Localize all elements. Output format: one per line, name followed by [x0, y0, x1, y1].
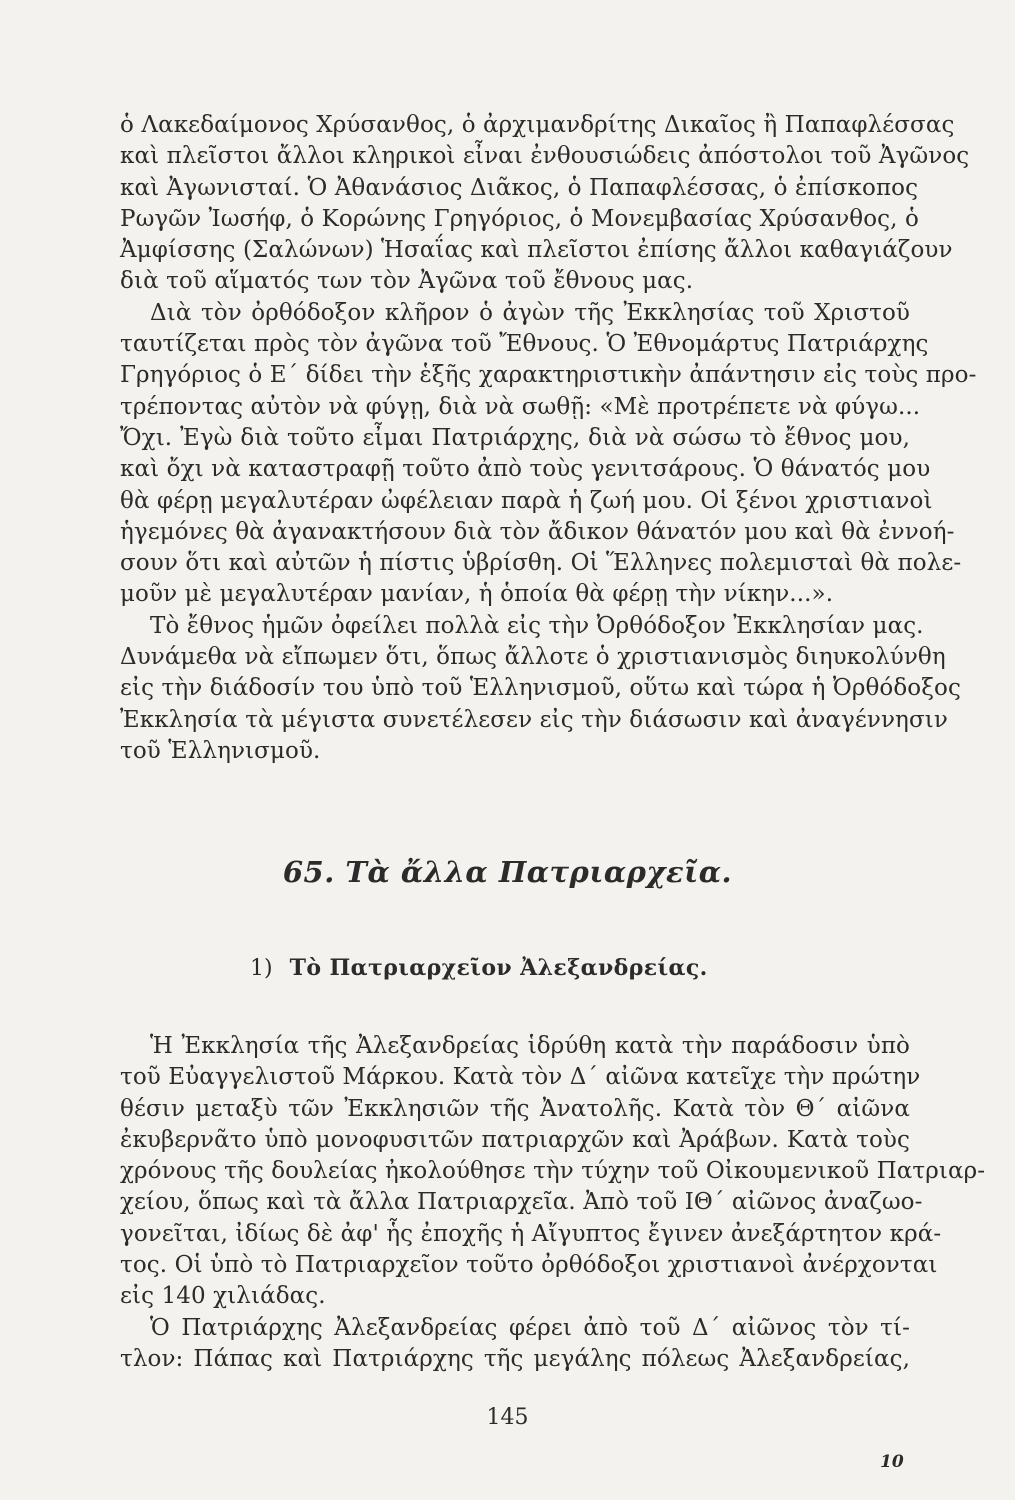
text-line: ἐκυβερνᾶτο ὑπὸ μονοφυσιτῶν πατριαρχῶν καὶ Ἀράβων. Κατὰ τοὺς [120, 1126, 910, 1153]
text-line: εἰς 140 χιλιάδας. [120, 1283, 326, 1310]
text-line: τλον: Πάπας καὶ Πατριάρχης τῆς μεγάλης πόλεως Ἀλεξανδρείας, [120, 1345, 910, 1372]
text-line: Ἀμφίσσης (Σαλώνων) Ἡσαΐας καὶ πλεῖστοι ἐπίσης ἄλλοι καθαγιάζουν [120, 237, 953, 264]
text-line: Ἡ Ἐκκλησία τῆς Ἀλεξανδρείας ἱδρύθη κατὰ τὴν παράδοσιν ὑπὸ [150, 1033, 910, 1059]
text-line: χείου, ὅπως καὶ τὰ ἄλλα Πατριαρχεῖα. Ἀπὸ τοῦ ΙΘ΄ αἰῶνος ἀναζωο- [120, 1189, 923, 1216]
text-line: Ρωγῶν Ἰωσήφ, ὁ Κορώνης Γρηγόριος, ὁ Μονεμβασίας Χρύσανθος, ὁ [120, 205, 919, 232]
text-line: χρόνους τῆς δουλείας ἠκολούθησε τὴν τύχην τοῦ Οἰκουμενικοῦ Πατριαρ- [120, 1158, 986, 1185]
signature-mark: 10 [880, 1452, 904, 1472]
text-line: ὁ Λακεδαίμονος Χρύσανθος, ὁ ἀρχιμανδρίτης Δικαῖος ἢ Παπαφλέσσας [120, 112, 955, 138]
text-line: θέσιν μεταξὺ τῶν Ἐκκλησιῶν τῆς Ἀνατολῆς. Κατὰ τὸν Θ΄ αἰῶνα [120, 1095, 910, 1122]
text-line: Ὄχι. Ἐγὼ διὰ τοῦτο εἶμαι Πατριάρχης, διὰ νὰ σώσω τὸ ἔθνος μου, [120, 424, 910, 451]
text-line: Δυνάμεθα νὰ εἴπωμεν ὅτι, ὅπως ἄλλοτε ὁ χριστιανισμὸς διηυκολύνθη [120, 644, 946, 671]
text-line: καὶ ὄχι νὰ καταστραφῇ τοῦτο ἀπὸ τοὺς γενιτσάρους. Ὁ θάνατός μου [120, 456, 931, 483]
text-line: Ἐκκλησία τὰ μέγιστα συνετέλεσεν εἰς τὴν διάσωσιν καὶ ἀναγέννησιν [120, 706, 948, 733]
text-line: διὰ τοῦ αἵματός των τὸν Ἀγῶνα τοῦ ἔθνους μας. [120, 268, 694, 295]
text-line: Διὰ τὸν ὀρθόδοξον κλῆρον ὁ ἀγὼν τῆς Ἐκκλησίας τοῦ Χριστοῦ [150, 299, 910, 326]
paragraph-block-upper [120, 110, 977, 767]
text-line: καὶ Ἀγωνισταί. Ὁ Ἀθανάσιος Διᾶκος, ὁ Παπαφλέσσας, ὁ ἐπίσκοπος [120, 174, 919, 201]
text-line: Ὁ Πατριάρχης Ἀλεξανδρείας φέρει ἀπὸ τοῦ Δ΄ αἰῶνος τὸν τί- [150, 1314, 910, 1341]
section-heading: 65. Τὰ ἄλλα Πατριαρχεῖα. [282, 855, 733, 889]
subsection-title: Τὸ Πατριαρχεῖον Ἀλεξανδρείας. [289, 955, 708, 981]
text-line: τος. Οἱ ὑπὸ τὸ Πατριαρχεῖον τοῦτο ὀρθόδοξοι χριστιανοὶ ἀνέρχονται [120, 1252, 938, 1279]
text-line: Τὸ ἔθνος ἡμῶν ὀφείλει πολλὰ εἰς τὴν Ὀρθόδοξον Ἐκκλησίαν μας. [150, 612, 924, 639]
text-line: εἰς τὴν διάδοσίν του ὑπὸ τοῦ Ἑλληνισμοῦ, οὕτω καὶ τώρα ἡ Ὀρθόδοξος [120, 675, 961, 702]
text-line: τοῦ Εὐαγγελιστοῦ Μάρκου. Κατὰ τὸν Δ΄ αἰῶνα κατεῖχε τὴν πρώτην [120, 1064, 921, 1091]
text-line: θὰ φέρῃ μεγαλυτέραν ὠφέλειαν παρὰ ἡ ζωή μου. Οἱ ξένοι χριστιανοὶ [120, 487, 933, 514]
paragraph-block-lower [120, 1031, 986, 1375]
text-line: γονεῖται, ἰδίως δὲ ἀφ' ἧς ἐποχῆς ἡ Αἴγυπτος ἔγινεν ἀνεξάρτητον κρά- [120, 1220, 942, 1247]
text-line: ταυτίζεται πρὸς τὸν ἀγῶνα τοῦ Ἔθνους. Ὁ Ἐθνομάρτυς Πατριάρχης [120, 331, 929, 358]
text-line: μοῦν μὲ μεγαλυτέραν μανίαν, ἡ ὁποία θὰ φέρῃ τὴν νίκην...». [120, 581, 834, 608]
text-line: τρέποντας αὐτὸν νὰ φύγῃ, διὰ νὰ σωθῇ: «Μὲ προτρέπετε νὰ φύγω... [120, 393, 921, 420]
subsection-heading [250, 955, 708, 981]
text-line: Γρηγόριος ὁ Ε΄ δίδει τὴν ἑξῆς χαρακτηριστικὴν ἀπάντησιν εἰς τοὺς προ- [120, 362, 977, 389]
subsection-number: 1) [250, 956, 273, 981]
text-line: τοῦ Ἑλληνισμοῦ. [120, 737, 321, 764]
text-line: σουν ὅτι καὶ αὐτῶν ἡ πίστις ὑβρίσθη. Οἱ Ἕλληνες πολεμισταὶ θὰ πολε- [120, 550, 962, 577]
text-line: ἡγεμόνες θὰ ἀγανακτήσουν διὰ τὸν ἄδικον θάνατόν μου καὶ θὰ ἐννοή- [120, 518, 955, 545]
page-number: 145 [486, 1405, 529, 1430]
text-line: καὶ πλεῖστοι ἄλλοι κληρικοὶ εἶναι ἐνθουσιώδεις ἀπόστολοι τοῦ Ἀγῶνος [120, 143, 970, 170]
